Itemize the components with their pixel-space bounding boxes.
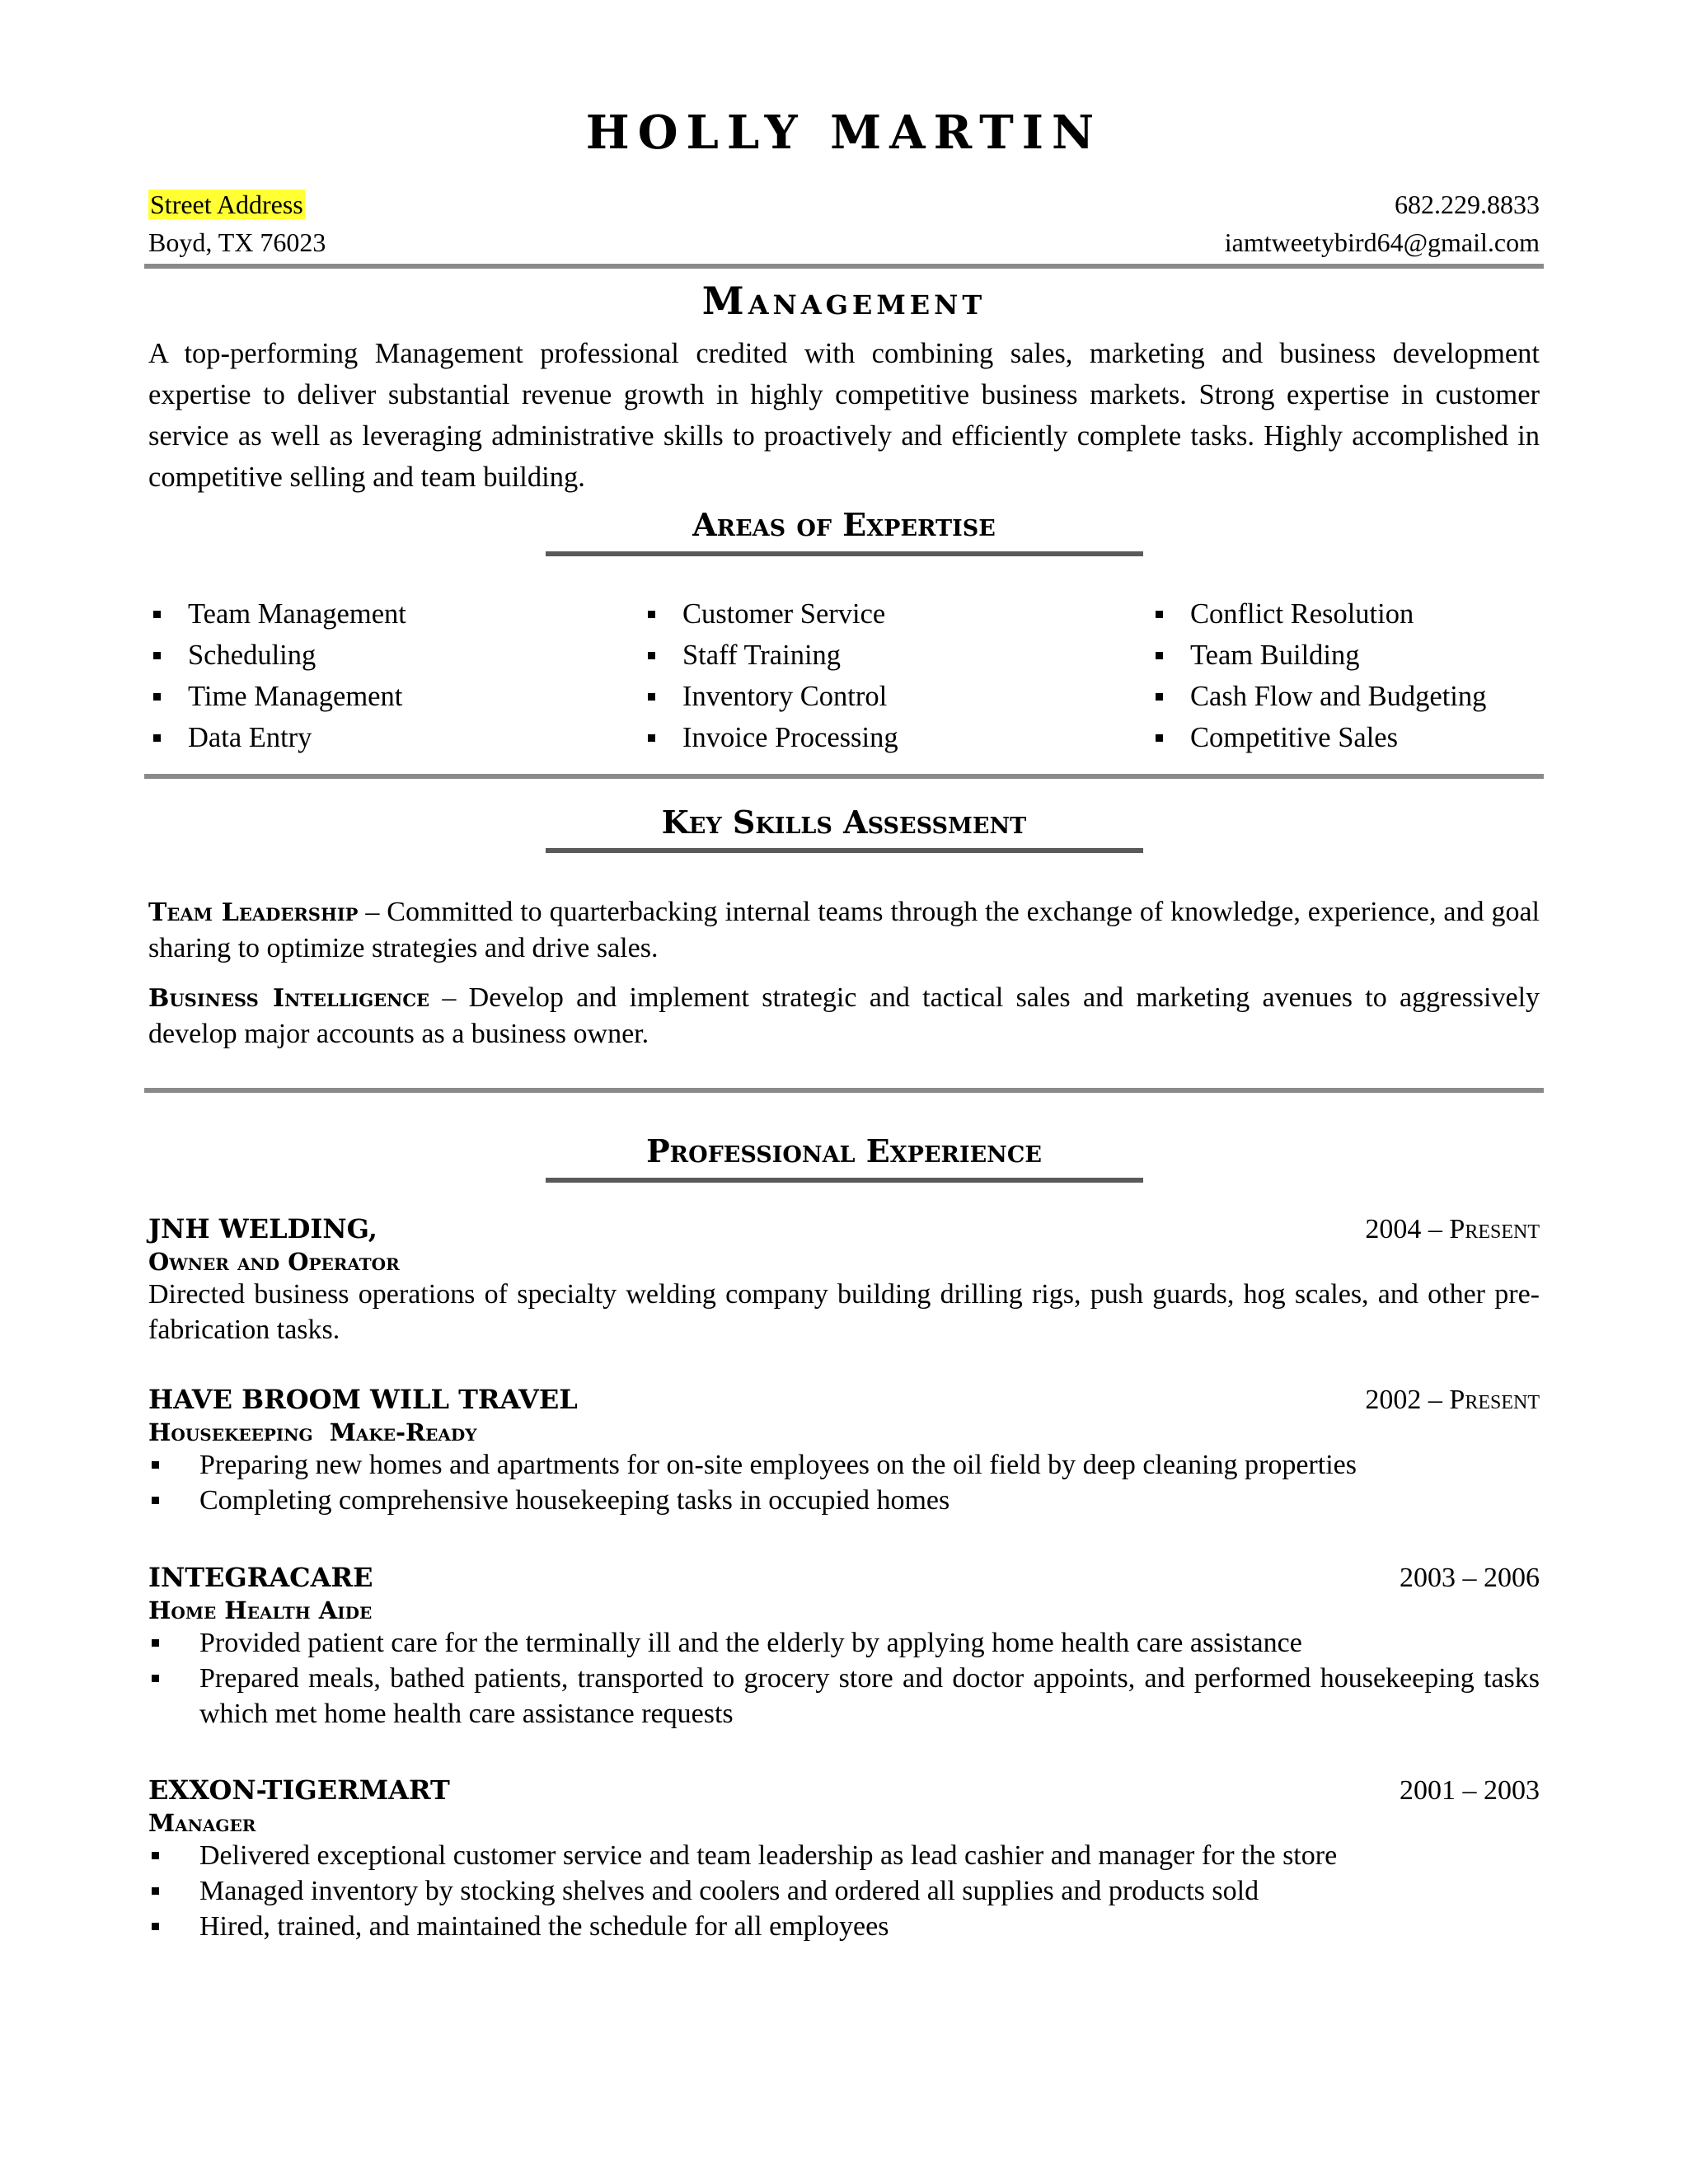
list-item: Time Management: [148, 676, 610, 717]
job-description: Directed business operations of specialty welding company building drilling rigs, push guards, hog scales, and other pre-fabrication tasks.: [148, 1279, 1540, 1345]
job-entry: [148, 1560, 1540, 1732]
list-item: Completing comprehensive housekeeping tasks in occupied homes: [148, 1483, 1540, 1518]
contact-row-1: [148, 186, 1540, 223]
expertise-heading: Areas of Expertise: [692, 506, 996, 543]
job-entry: [148, 1212, 1540, 1347]
experience-heading: Professional Experience: [646, 1132, 1042, 1169]
company-name: HAVE BROOM WILL TRAVEL: [148, 1384, 578, 1415]
street-address: Street Address: [150, 190, 303, 219]
list-item: Customer Service: [643, 593, 1104, 635]
job-title: Housekeeping Make-Ready: [148, 1418, 477, 1446]
job-dates: 2004 – Present: [1365, 1214, 1540, 1244]
expertise-column-2: [643, 593, 1104, 758]
expertise-underline: [546, 551, 1143, 556]
skill-description: – Committed to quarterbacking internal teams through the exchange of knowledge, experience, and goal sharing to optimize strategies and drive sales.: [148, 897, 1540, 963]
list-item: Hired, trained, and maintained the schedule for all employees: [148, 1909, 1540, 1944]
job-dates: 2001 – 2003: [1400, 1775, 1540, 1806]
candidate-name: HOLLY MARTIN: [585, 105, 1103, 160]
skills-underline: [546, 848, 1143, 853]
list-item: Managed inventory by stocking shelves and coolers and ordered all supplies and products sold: [148, 1873, 1540, 1909]
skill-description: – Develop and implement strategic and tactical sales and marketing avenues to aggressively develop major accounts as a business owner.: [148, 982, 1540, 1049]
expertise-column-1: [148, 593, 610, 758]
job-title: Home Health Aide: [148, 1596, 373, 1624]
email-address: iamtweetybird64@gmail.com: [1224, 227, 1540, 257]
list-item: Cash Flow and Budgeting: [1151, 676, 1546, 717]
list-item: Staff Training: [643, 635, 1104, 676]
list-item: Delivered exceptional customer service and team leadership as lead cashier and manager for the store: [148, 1838, 1540, 1873]
list-item: Invoice Processing: [643, 717, 1104, 758]
list-item: Scheduling: [148, 635, 610, 676]
phone-number: 682.229.8833: [1395, 190, 1540, 219]
skill-item: [148, 980, 1540, 1052]
headline-title: Management: [701, 279, 987, 323]
job-dates: 2002 – Present: [1365, 1385, 1540, 1415]
divider: [144, 774, 1544, 779]
list-item: Competitive Sales: [1151, 717, 1546, 758]
company-name: INTEGRACARE: [148, 1562, 373, 1593]
city-state-zip: Boyd, TX 76023: [148, 227, 326, 257]
skills-heading: Key Skills Assessment: [661, 804, 1027, 841]
skill-label: Team Leadership: [148, 898, 359, 927]
divider: [144, 1088, 1544, 1093]
list-item: Provided patient care for the terminally ill and the elderly by applying home health care assistance: [148, 1625, 1540, 1661]
list-item: Inventory Control: [643, 676, 1104, 717]
list-item: Team Management: [148, 593, 610, 635]
contact-row-2: [148, 224, 1540, 260]
list-item: Preparing new homes and apartments for on-site employees on the oil field by deep cleaning properties: [148, 1447, 1540, 1483]
company-name: JNH WELDING,: [148, 1213, 377, 1244]
list-item: Team Building: [1151, 635, 1546, 676]
experience-underline: [546, 1178, 1143, 1183]
job-dates: 2003 – 2006: [1400, 1563, 1540, 1593]
company-name: EXXON-TIGERMART: [148, 1774, 450, 1806]
list-item: Data Entry: [148, 717, 610, 758]
job-title: Manager: [148, 1809, 256, 1837]
professional-summary: A top-performing Management professional credited with combining sales, marketing and business development expertise to deliver substantial revenue growth in highly competitive business markets. Strong expertise in customer service as well as leveraging administrative skills to proactively and efficiently complete tasks. Highly accomplished in competitive selling and team building.: [148, 338, 1540, 493]
skill-item: [148, 894, 1540, 966]
list-item: Prepared meals, bathed patients, transported to grocery store and doctor appoints, and performed housekeeping tasks which met home health care assistance requests: [148, 1661, 1540, 1732]
job-title: Owner and Operator: [148, 1248, 400, 1276]
divider: [144, 264, 1544, 269]
list-item: Conflict Resolution: [1151, 593, 1546, 635]
expertise-column-3: [1151, 593, 1546, 758]
job-entry: [148, 1773, 1540, 1944]
skill-label: Business Intelligence: [148, 984, 430, 1013]
job-entry: [148, 1382, 1540, 1518]
